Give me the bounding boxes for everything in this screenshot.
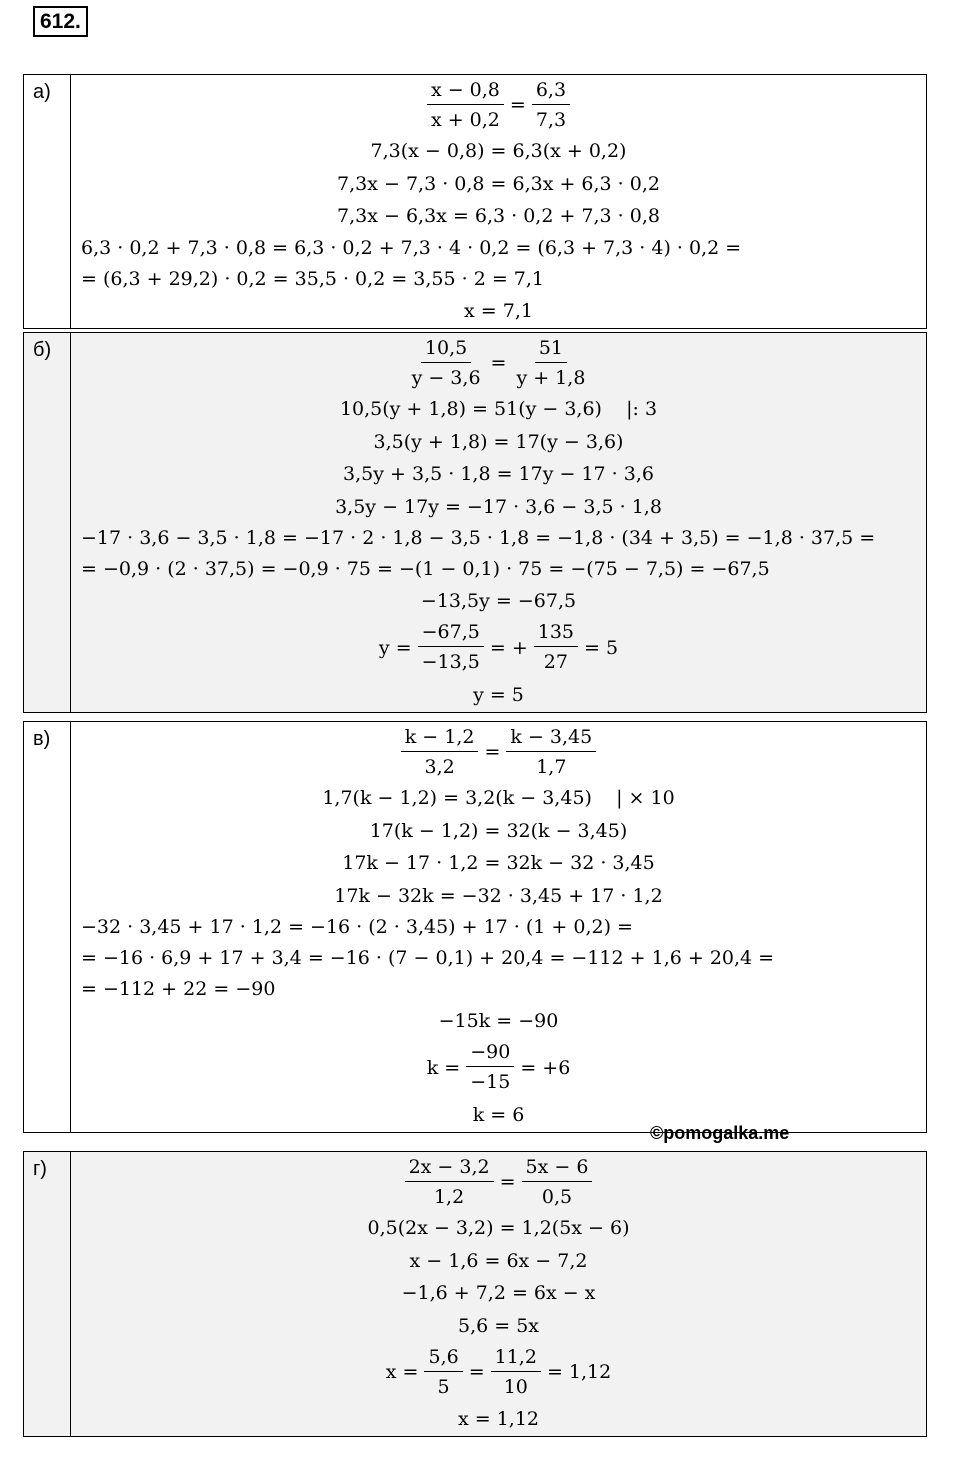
equation-line: 3,5(y + 1,8) = 17(y − 3,6) xyxy=(373,430,624,453)
fraction xyxy=(466,1038,514,1097)
fraction xyxy=(424,1343,462,1402)
task-number: 612. xyxy=(33,6,88,37)
numerator: x − 0,8 xyxy=(427,76,504,105)
numerator: −90 xyxy=(466,1038,514,1067)
denominator: 3,2 xyxy=(424,755,455,778)
block-label: г) xyxy=(24,1152,71,1437)
solution-block-v xyxy=(23,721,927,1133)
calculation-line: −17 · 3,6 − 3,5 · 1,8 = −17 · 2 · 1,8 − 3,5 · 1,8 = −1,8 · (34 + 3,5) = −1,8 · 37,5 = xyxy=(81,527,876,549)
numerator: k − 3,45 xyxy=(506,723,596,752)
calculation-line: 6,3 · 0,2 + 7,3 · 0,8 = 6,3 · 0,2 + 7,3 · 4 · 0,2 = (6,3 + 7,3 · 4) · 0,2 = xyxy=(81,236,742,259)
equation-line: 0,5(2x − 3,2) = 1,2(5x − 6) xyxy=(367,1217,630,1239)
denominator: 0,5 xyxy=(541,1185,573,1208)
equation-line: x − 1,6 = 6x − 7,2 xyxy=(409,1249,588,1272)
equation-line: 7,3x − 6,3x = 6,3 · 0,2 + 7,3 · 0,8 xyxy=(337,205,660,227)
result-line: x = 1,12 xyxy=(457,1408,540,1430)
block-content xyxy=(71,1152,927,1437)
equation-line: 5,6 = 5x xyxy=(457,1314,540,1337)
numerator: 2x − 3,2 xyxy=(405,1153,494,1182)
equation-line: 3,5y + 3,5 · 1,8 = 17y − 17 · 3,6 xyxy=(343,463,654,485)
fraction xyxy=(534,618,578,677)
fraction xyxy=(418,618,484,677)
operator: = xyxy=(509,94,526,116)
numerator: k − 1,2 xyxy=(401,723,479,752)
fraction xyxy=(401,723,479,782)
solution-block-b xyxy=(23,332,927,713)
numerator: 5,6 xyxy=(424,1343,462,1372)
equation-fraction xyxy=(79,1038,918,1098)
numerator: 5x − 6 xyxy=(522,1153,593,1182)
equation-fraction xyxy=(79,75,918,135)
calculation-line: = −0,9 · (2 · 37,5) = −0,9 · 75 = −(1 − 0,1) · 75 = −(75 − 7,5) = −67,5 xyxy=(81,558,770,580)
denominator: y − 3,6 xyxy=(411,366,481,389)
calculation-line: −32 · 3,45 + 17 · 1,2 = −16 · (2 · 3,45) + 17 · (1 + 0,2) = xyxy=(81,916,633,938)
denominator: x + 0,2 xyxy=(430,108,500,131)
result-line: k = 6 xyxy=(472,1103,525,1126)
result-line: y = 5 xyxy=(473,683,524,706)
numerator: 10,5 xyxy=(421,334,471,363)
calculation-line: = −16 · 6,9 + 17 + 3,4 = −16 · (7 − 0,1) + 20,4 = −112 + 1,6 + 20,4 = xyxy=(81,947,775,969)
numerator: 51 xyxy=(535,334,567,363)
numerator: −67,5 xyxy=(418,618,484,647)
fraction xyxy=(405,1153,494,1212)
operator: = 5 xyxy=(584,636,619,659)
equation-fraction xyxy=(79,722,918,782)
fraction xyxy=(532,76,570,135)
denominator: −15 xyxy=(470,1071,511,1093)
fraction xyxy=(491,1343,541,1402)
fraction xyxy=(427,76,504,135)
operator: x = xyxy=(385,1361,419,1383)
watermark: ©pomogalka.me xyxy=(650,1123,790,1143)
equation-line: 7,3x − 7,3 · 0,8 = 6,3x + 6,3 · 0,2 xyxy=(337,172,660,195)
operator: = 1,12 xyxy=(546,1361,612,1383)
equation-line: 17(k − 1,2) = 32(k − 3,45) xyxy=(369,819,628,842)
equation-fraction xyxy=(79,333,918,393)
numerator: 11,2 xyxy=(491,1343,541,1372)
equation-fraction xyxy=(79,1342,918,1402)
block-label: а) xyxy=(24,75,71,329)
operator: = xyxy=(468,1361,485,1383)
operator: = + xyxy=(489,636,528,659)
operator: = xyxy=(490,352,507,374)
denominator: 5 xyxy=(437,1375,450,1398)
equation-line: 17k − 17 · 1,2 = 32k − 32 · 3,45 xyxy=(342,852,655,874)
operator: = +6 xyxy=(520,1056,571,1079)
equation-line: 17k − 32k = −32 · 3,45 + 17 · 1,2 xyxy=(334,884,663,907)
result-line: x = 7,1 xyxy=(464,299,533,322)
calculation-line: = −112 + 22 = −90 xyxy=(81,978,276,1000)
solution-block-a xyxy=(23,74,927,329)
denominator: 1,2 xyxy=(433,1185,465,1208)
equation-fraction xyxy=(79,1152,918,1212)
equation-line: 3,5y − 17y = −17 · 3,6 − 3,5 · 1,8 xyxy=(335,495,662,518)
fraction xyxy=(408,334,485,393)
calculation-line: = (6,3 + 29,2) · 0,2 = 35,5 · 0,2 = 3,55 · 2 = 7,1 xyxy=(81,267,545,290)
fraction xyxy=(506,723,596,782)
operator: = xyxy=(484,741,501,763)
operator: = xyxy=(499,1171,516,1193)
block-content xyxy=(71,333,927,713)
block-content xyxy=(71,722,927,1133)
block-content xyxy=(71,75,927,329)
operator: k = xyxy=(426,1056,461,1079)
fraction xyxy=(522,1153,593,1212)
denominator: 27 xyxy=(543,651,568,673)
denominator: 1,7 xyxy=(536,755,567,778)
numerator: 6,3 xyxy=(532,76,570,105)
block-label: б) xyxy=(24,333,71,713)
denominator: 10 xyxy=(503,1375,528,1398)
equation-line: 1,7(k − 1,2) = 3,2(k − 3,45) | × 10 xyxy=(322,787,675,809)
block-label: в) xyxy=(24,722,71,1133)
equation-fraction xyxy=(79,618,918,678)
equation-line: −1,6 + 7,2 = 6x − x xyxy=(401,1282,596,1304)
numerator: 135 xyxy=(534,618,578,647)
equation-line: 10,5(y + 1,8) = 51(y − 3,6) |: 3 xyxy=(339,398,658,420)
equation-line: −13,5y = −67,5 xyxy=(420,590,577,612)
fraction xyxy=(512,334,589,393)
equation-line: −15k = −90 xyxy=(438,1010,559,1032)
equation-line: 7,3(x − 0,8) = 6,3(x + 0,2) xyxy=(370,140,627,162)
operator: y = xyxy=(378,636,412,659)
denominator: 7,3 xyxy=(535,108,567,131)
denominator: y + 1,8 xyxy=(516,366,586,389)
denominator: −13,5 xyxy=(421,651,480,673)
solution-block-g xyxy=(23,1151,927,1437)
